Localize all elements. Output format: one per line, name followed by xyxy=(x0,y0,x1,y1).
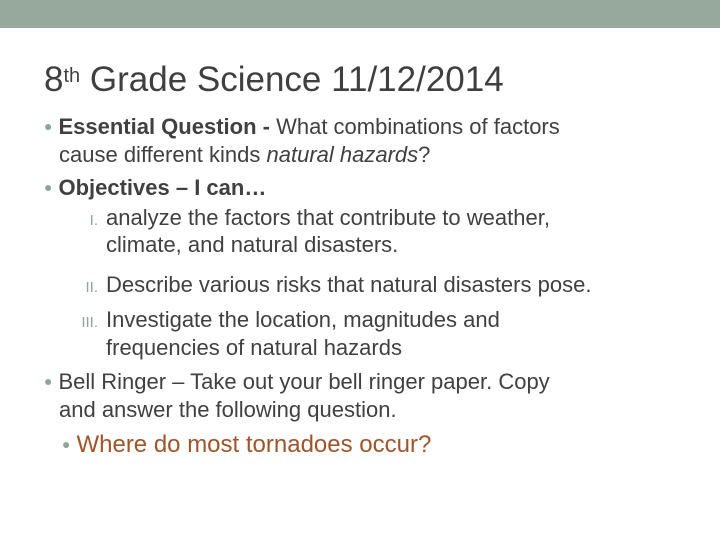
bell-ringer-line-1: ● Bell Ringer – Take out your bell ringer paper. Copy xyxy=(44,369,550,394)
objective-item-2: II. Describe various risks that natural disasters pose. xyxy=(58,271,591,302)
objective-item-1-cont: climate, and natural disasters. xyxy=(106,232,399,257)
roman-numeral: III. xyxy=(81,314,98,331)
objective-item-3-cont: frequencies of natural hazards xyxy=(106,335,402,360)
bullet-icon: ● xyxy=(44,373,53,389)
bullet-icon: ● xyxy=(62,436,71,452)
objectives-heading: ● Objectives – I can… xyxy=(44,175,267,200)
essential-question-label: Essential Question - xyxy=(58,114,277,139)
bullet-icon: ● xyxy=(44,118,53,134)
essential-question-line-2: cause different kinds natural hazards? xyxy=(59,142,431,167)
essential-question-text: What combinations of factors xyxy=(276,114,560,139)
title-superscript: th xyxy=(63,65,81,87)
roman-numeral: II. xyxy=(85,279,98,296)
slide-title: 8th Grade Science 11/12/2014 xyxy=(44,60,504,99)
bullet-icon: ● xyxy=(44,179,53,195)
objective-item-1: I. analyze the factors that contribute to weather, xyxy=(58,204,550,235)
bell-ringer-question: ● Where do most tornadoes occur? xyxy=(62,431,432,458)
natural-hazards-emphasis: natural hazards xyxy=(266,142,419,167)
roman-numeral: I. xyxy=(89,212,98,229)
essential-question-line-1 xyxy=(44,113,560,143)
objective-item-3: III. Investigate the location, magnitudes and xyxy=(58,306,500,337)
bell-ringer-line-2: and answer the following question. xyxy=(59,397,397,422)
